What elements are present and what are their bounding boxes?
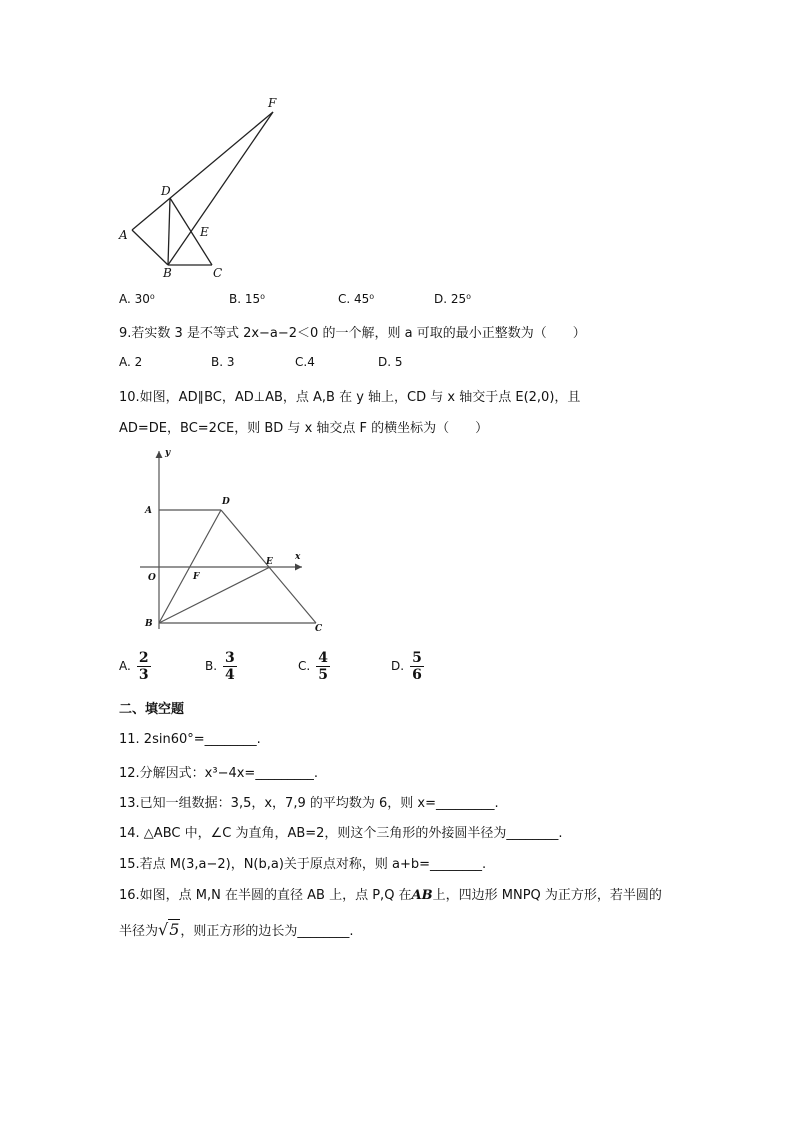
q10-a-denominator: 3 bbox=[138, 667, 149, 683]
sqrt-expression: √5 bbox=[158, 920, 180, 939]
section-title-fill-in: 二、填空题 bbox=[119, 702, 185, 717]
q9-option-d[interactable]: D. 5 bbox=[378, 355, 403, 369]
label-a: A bbox=[119, 228, 128, 242]
label-e: E bbox=[266, 557, 273, 567]
q15-text: 15.若点 M(3,a−2)，N(b,a)关于原点对称，则 a+b=________. bbox=[119, 857, 487, 872]
label-d: D bbox=[161, 184, 171, 198]
segment-bd bbox=[168, 198, 170, 265]
segment-ab bbox=[132, 230, 168, 265]
q10-b-numerator: 3 bbox=[225, 650, 235, 666]
label-f: F bbox=[193, 572, 200, 582]
label-y: y bbox=[165, 448, 171, 458]
q9-option-c[interactable]: C.4 bbox=[295, 355, 315, 369]
q10-option-d[interactable]: D. $\frac{5}{6}$ bbox=[391, 650, 422, 683]
label-a: A bbox=[145, 506, 152, 516]
q13-text: 13.已知一组数据：3,5，x，7,9 的平均数为 6，则 x=_________. bbox=[119, 796, 499, 811]
label-o: O bbox=[148, 573, 156, 583]
label-d: D bbox=[222, 497, 230, 507]
q11-text: 11. 2sin60°=________. bbox=[119, 732, 261, 747]
q12-text: 12.分解因式：x³−4x=_________. bbox=[119, 766, 318, 781]
label-c: C bbox=[315, 624, 323, 634]
q16-line-1: 16.如图，点 M,N 在半圆的直径 AB 上，点 P,Q 在AB上，四边形 MNPQ 为正方形，若半圆的 bbox=[119, 888, 662, 903]
geometry-figure-2 bbox=[140, 445, 340, 635]
geometry-figure-1 bbox=[115, 95, 295, 285]
q8-option-b[interactable]: B. 15⁰ bbox=[229, 292, 265, 306]
q10-d-denominator: 6 bbox=[412, 667, 422, 683]
label-b: B bbox=[145, 619, 153, 629]
q8-option-a[interactable]: A. 30⁰ bbox=[119, 292, 155, 306]
segment-bf bbox=[168, 112, 273, 265]
q10-d-numerator: 5 bbox=[412, 650, 422, 666]
q10-b-denominator: 4 bbox=[225, 667, 235, 683]
label-x: x bbox=[295, 552, 301, 562]
q14-text: 14. △ABC 中，∠C 为直角，AB=2，则这个三角形的外接圆半径为________. bbox=[119, 826, 563, 841]
q10-option-a[interactable]: A. $\frac{2}{3}$ bbox=[119, 650, 149, 683]
q10-option-c[interactable]: C. $\frac{4}{5}$ bbox=[298, 650, 328, 683]
q9-text: 9.若实数 3 是不等式 2x−a−2＜0 的一个解，则 a 可取的最小正整数为（ ） bbox=[119, 326, 586, 341]
q10-line-1: 10.如图，AD∥BC，AD⊥AB，点 A,B 在 y 轴上，CD 与 x 轴交于点 E(2,0)，且 bbox=[119, 390, 581, 405]
segment-af bbox=[132, 112, 273, 230]
q16-line-2: 半径为√5，则正方形的边长为________. bbox=[119, 920, 354, 939]
q10-option-b[interactable]: B. $\frac{3}{4}$ bbox=[205, 650, 235, 683]
label-e: E bbox=[200, 225, 209, 239]
q8-option-c[interactable]: C. 45⁰ bbox=[338, 292, 375, 306]
q9-option-a[interactable]: A. 2 bbox=[119, 355, 143, 369]
arc-ab: AB bbox=[411, 888, 433, 903]
label-c: C bbox=[213, 266, 223, 280]
label-b: B bbox=[163, 266, 172, 280]
q10-c-denominator: 5 bbox=[318, 667, 328, 683]
segment-be bbox=[159, 567, 270, 623]
label-f: F bbox=[268, 96, 277, 110]
q10-line-2: AD=DE，BC=2CE，则 BD 与 x 轴交点 F 的横坐标为（ ） bbox=[119, 421, 489, 436]
q10-c-numerator: 4 bbox=[318, 650, 328, 666]
q10-a-numerator: 2 bbox=[138, 650, 149, 666]
q8-option-d[interactable]: D. 25⁰ bbox=[434, 292, 471, 306]
q9-option-b[interactable]: B. 3 bbox=[211, 355, 235, 369]
